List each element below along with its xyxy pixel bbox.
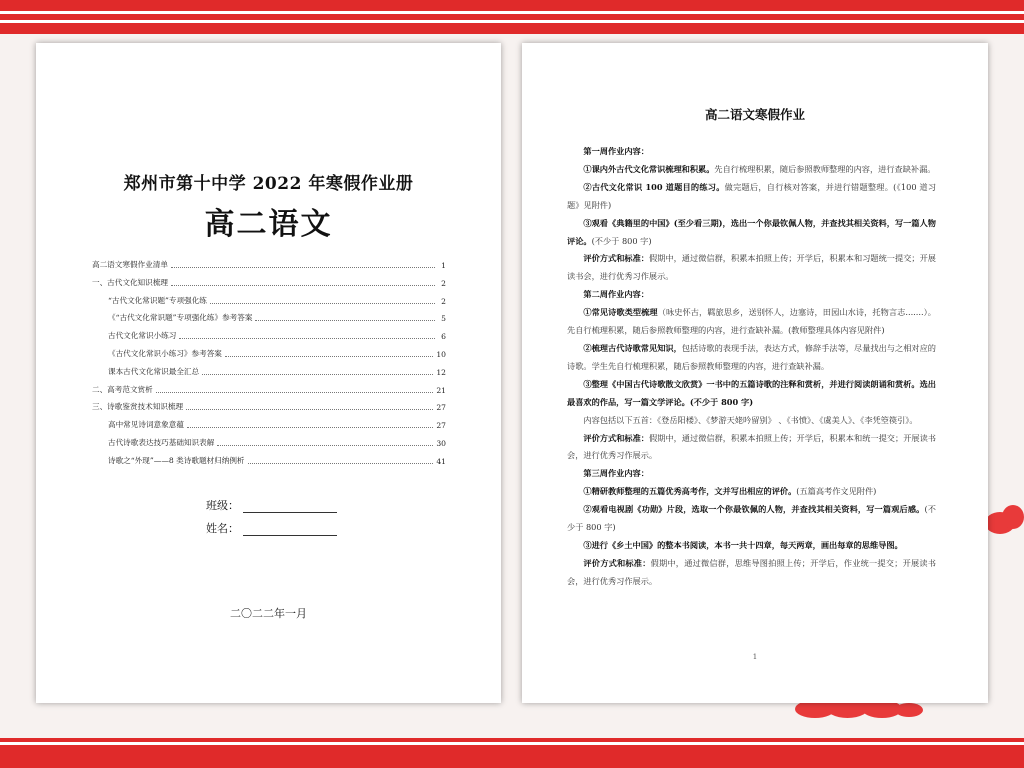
paragraph-heading: ③观看《典籍里的中国》(至少看三期)，选出一个你最钦佩人物，并查找其相关资料，写一篇人物评论。 (567, 217, 936, 246)
toc-leader-dots (171, 285, 435, 286)
homework-title: 高二语文寒假作业 (704, 107, 805, 122)
bottom-red-band (0, 738, 1024, 768)
toc-label: 一、古代文化知识梳理 (92, 277, 168, 287)
toc-label: 诗歌之“外现”——8 类诗歌题材归纳例析 (108, 455, 245, 465)
toc-leader-dots (187, 427, 433, 428)
paragraph-text: 做完题后，自行核对答案，并进行错题整理。(《100 道习题》见附件) (567, 181, 937, 210)
toc-page-number: 2 (441, 296, 446, 306)
cover-page (36, 43, 501, 703)
paragraph-text: (五篇高考作文见附件) (796, 486, 877, 497)
toc-label: 高中常见诗词意象意蕴 (108, 420, 184, 430)
class-field (206, 497, 337, 513)
toc-entry (108, 452, 446, 466)
name-underline[interactable] (243, 523, 337, 536)
toc-page-number: 5 (441, 314, 446, 324)
homework-body (567, 143, 936, 591)
toc-leader-dots (171, 267, 435, 268)
paragraph-text: 先自行梳理积累，随后参照教师整理的内容，进行查缺补漏。 (714, 163, 936, 174)
class-label: 班级： (206, 499, 239, 512)
homework-paragraph (567, 215, 936, 251)
toc-entry (92, 256, 446, 270)
toc-page-number: 1 (441, 261, 446, 270)
toc-page-number: 10 (436, 350, 446, 359)
paragraph-text: 包括诗歌的表现手法，表达方式，修辞手法等，尽量找出与之相对应的诗歌。学生先自行梳理积累，随后参照教师整理的内容，进行查缺补漏。 (567, 342, 936, 371)
toc-label: 二、高考范文赏析 (92, 384, 153, 394)
name-field (206, 520, 337, 536)
class-underline[interactable] (243, 500, 337, 513)
top-red-band (0, 0, 1024, 34)
paragraph-heading: ①精研教师整理的五篇优秀高考作，文并写出相应的评价。 (583, 486, 797, 497)
toc-label: 课本古代文化常识最全汇总 (108, 366, 200, 376)
toc-entry (108, 327, 446, 341)
toc-page-number: 6 (441, 332, 446, 342)
paragraph-text: (不少于 800 字) (567, 504, 936, 533)
paragraph-heading: 第二周作业内容： (583, 289, 649, 300)
homework-paragraph (567, 286, 936, 304)
toc-page-number: 41 (436, 456, 446, 466)
toc-entry (108, 345, 446, 359)
toc-page-number: 21 (436, 385, 446, 395)
toc-entry (108, 434, 446, 448)
homework-paragraph (567, 465, 936, 483)
toc-leader-dots (217, 445, 433, 446)
toc-entry (108, 309, 446, 323)
homework-paragraph (567, 179, 936, 215)
homework-paragraph (567, 304, 936, 340)
toc-leader-dots (225, 356, 433, 357)
toc-label: 三、诗歌鉴赏技术知识梳理 (92, 402, 184, 412)
toc-leader-dots (255, 320, 435, 321)
toc-leader-dots (179, 338, 435, 339)
homework-paragraph (567, 143, 936, 161)
homework-paragraph (567, 537, 936, 555)
homework-page (522, 43, 988, 703)
toc-page-number: 2 (441, 278, 446, 288)
paragraph-heading: ②观看电视剧《功勋》片段，选取一个你最钦佩的人物，并查找其相关资料，写一篇观后感。 (583, 504, 925, 515)
homework-paragraph (567, 430, 936, 466)
toc-leader-dots (210, 303, 435, 304)
homework-paragraph (567, 501, 936, 537)
paragraph-heading: 评价方式和标准： (583, 253, 649, 264)
toc-entry (92, 274, 446, 288)
toc-leader-dots (202, 374, 433, 375)
toc-leader-dots (248, 463, 434, 464)
homework-paragraph (567, 376, 936, 412)
paragraph-text: (不少于 800 字) (591, 235, 652, 246)
toc-entry (92, 398, 446, 412)
subject-title: 高二语文 (204, 207, 333, 242)
toc-leader-dots (156, 392, 434, 393)
toc-entry (108, 363, 446, 377)
toc-entry (92, 381, 446, 395)
toc-label: 古代诗歌表达技巧基础知识表解 (108, 438, 215, 447)
toc-label: “古代文化常识题”专项强化练 (108, 295, 207, 305)
paragraph-heading: 评价方式和标准： (583, 557, 651, 568)
homework-paragraph (567, 412, 936, 430)
toc-page-number: 30 (436, 439, 446, 448)
paragraph-heading: ②古代文化常识 100 道题目的练习。 (583, 181, 725, 192)
paragraph-heading: 第三周作业内容： (583, 468, 649, 479)
page-number: 1 (752, 653, 758, 661)
name-label: 姓名： (206, 522, 239, 535)
homework-paragraph (567, 161, 936, 179)
paragraph-heading: ③整理《中国古代诗歌散文欣赏》一书中的五篇诗歌的注释和赏析，并进行阅读朗诵和赏析。选出最喜欢的作品，写一篇文学评论。(不少于 800 字) (567, 378, 936, 407)
toc-leader-dots (186, 409, 433, 410)
homework-paragraph (567, 250, 936, 286)
toc-label: 古代文化常识小练习 (108, 331, 177, 341)
toc-label: 高二语文寒假作业清单 (92, 260, 168, 269)
toc-page-number: 27 (436, 421, 446, 431)
homework-paragraph (567, 555, 936, 591)
paragraph-heading: ①课内外古代文化常识梳理和积累。 (583, 163, 715, 174)
homework-paragraph (567, 483, 936, 501)
toc-entry (108, 416, 446, 430)
paragraph-text: 假期中，通过微信群，思维导图拍照上传；开学后，作业统一提交；开展读书会，进行优秀习作展示。 (567, 557, 936, 586)
school-title: 郑州市第十中学 2022 年寒假作业册 (123, 174, 414, 194)
toc-label: 《古代文化常识小练习》参考答案 (108, 349, 222, 358)
paragraph-text: 假期中，通过微信群，积累本拍照上传；开学后，积累本和统一提交；开展读书会，进行优秀习作展示。 (567, 432, 936, 461)
paragraph-heading: ③进行《乡土中国》的整本书阅读，本书一共十四章，每天两章，画出每章的思维导图。 (583, 539, 903, 550)
homework-paragraph (567, 340, 936, 376)
paragraph-text: 内容包括以下五首：《登岳阳楼》、《梦游天姥吟留别》 、《书愤》、《虞美人》、《李凭箜篌引》。 (583, 414, 918, 425)
paragraph-text: 假期中，通过微信群，积累本拍照上传；开学后，积累本和习题统一提交；开展读书会，进行优秀习作展示。 (567, 253, 936, 282)
toc-page-number: 12 (436, 367, 446, 377)
paragraph-text: （咏史怀古，羁旅思乡，送别怀人，边塞诗，田园山水诗，托物言志.......）。先自行梳理积累，随后参照教师整理的内容，进行查缺补漏。(教师整理具体内容见附件) (567, 307, 936, 336)
toc-entry (108, 292, 446, 306)
toc-page-number: 27 (436, 403, 446, 413)
issue-date: 二〇二二年一月 (230, 607, 307, 620)
toc-label: 《“古代文化常识题”专项强化练》参考答案 (108, 313, 253, 323)
paragraph-heading: ②梳理古代诗歌常见知识， (583, 342, 682, 353)
paragraph-heading: ①常见诗歌类型梳理 (583, 307, 658, 318)
paragraph-heading: 评价方式和标准： (583, 432, 649, 443)
paragraph-heading: 第一周作业内容： (583, 146, 649, 156)
